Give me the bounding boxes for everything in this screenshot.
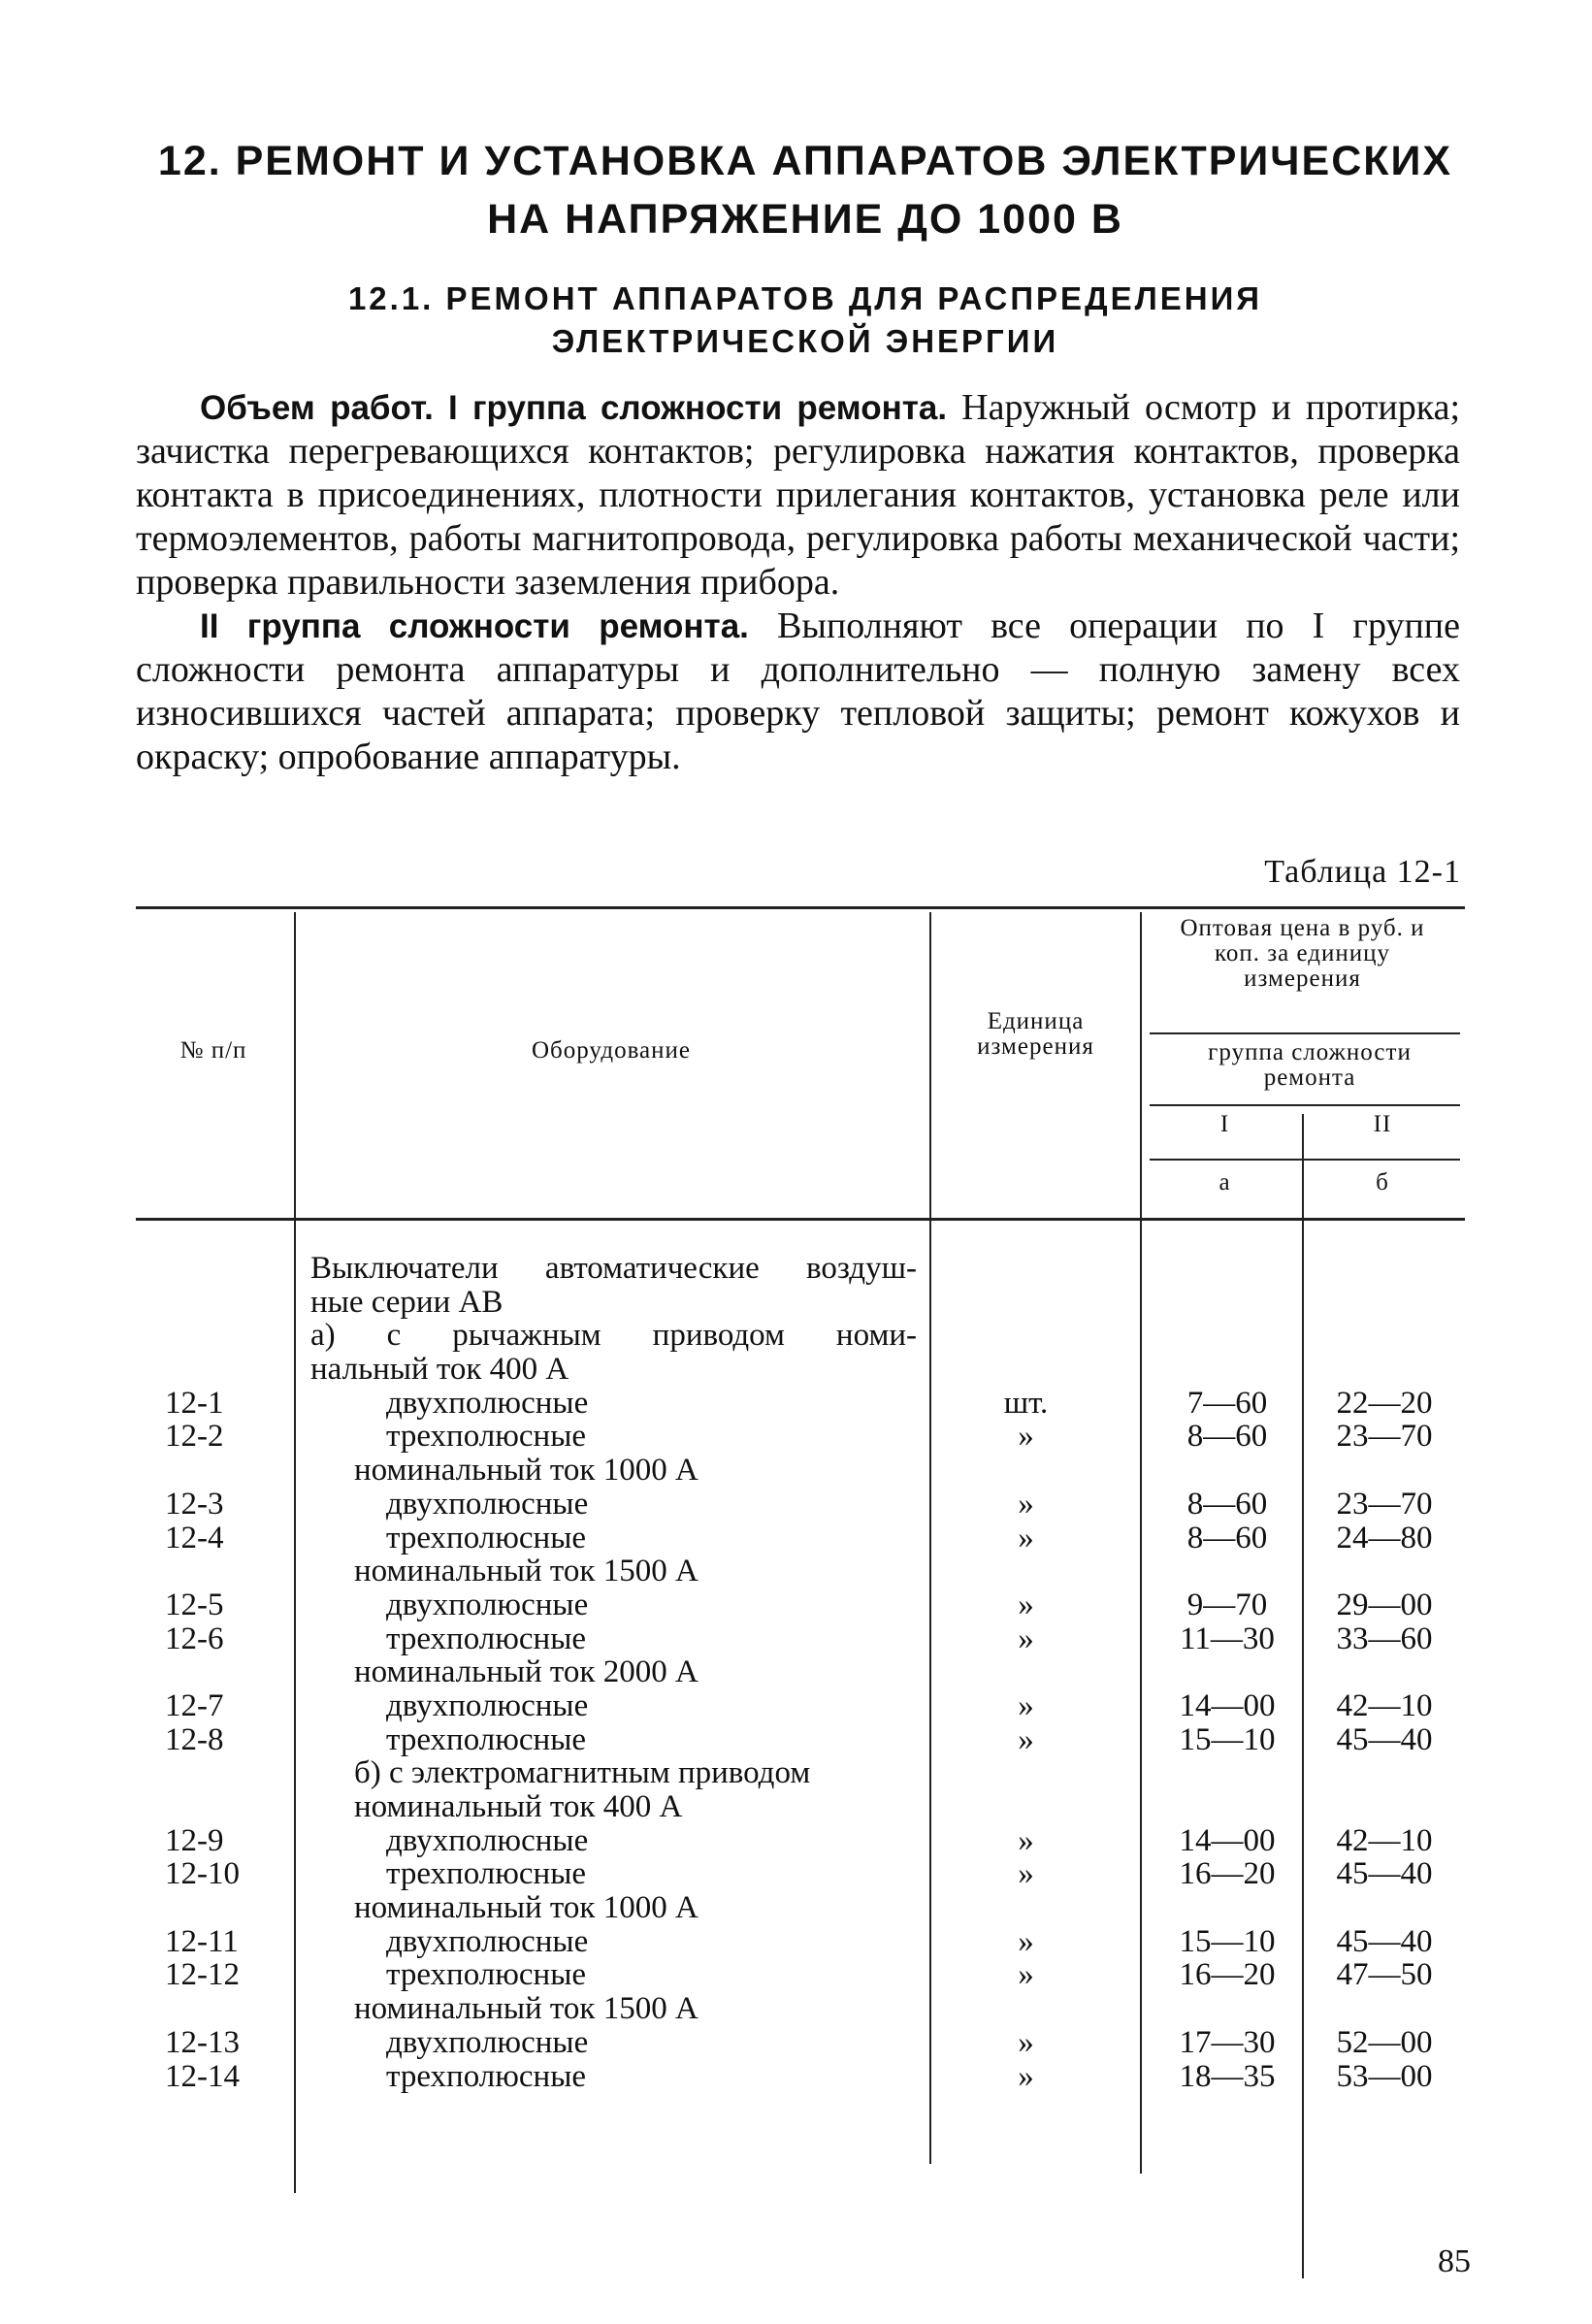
paragraph-2-text: Выполняют все операции по I группе сложности ремонта аппаратуры и дополнительно — полную замену всех износившихся частей аппарата; проверку тепловой защиты; ремонт кожухов и окраску; опробование аппаратуры. (136, 606, 1461, 777)
column-num (165, 1252, 240, 2093)
row-unit: » (1018, 1687, 1034, 1723)
row-price-group2: 45—40 (1336, 1923, 1433, 1959)
row-number (165, 1252, 240, 1286)
row-equipment: двухполюсные (386, 1822, 589, 1858)
row-price-group2: 23—70 (1336, 1419, 1433, 1455)
chapter-heading-line2: НА НАПРЯЖЕНИЕ ДО 1000 В (487, 196, 1123, 243)
row-equipment: трехполюсные (386, 1721, 587, 1757)
row-price-group1 (1154, 1286, 1300, 1320)
paragraph-2-lead: II группа сложности ремонта. (200, 607, 749, 645)
row-price-group2: 22—20 (1336, 1385, 1433, 1421)
column-unit (956, 1252, 1096, 2093)
header-group-1: I (1219, 1111, 1230, 1137)
row-number (165, 1353, 240, 1387)
section-heading-line1: 12.1. РЕМОНТ АППАРАТОВ ДЛЯ РАСПРЕДЕЛЕНИЯ (347, 280, 1263, 316)
row-equipment: номинальный ток 400 А (354, 1789, 683, 1824)
row-equipment: трехполюсные (386, 1856, 587, 1892)
row-number: 12-4 (165, 1520, 224, 1555)
table-header-bottom-rule (136, 1218, 1465, 1221)
table-sub-rule (1150, 1159, 1460, 1161)
row-price-group2: 53—00 (1336, 2058, 1433, 2094)
paragraph-1-lead-group1: I группа сложности ремонта. (447, 389, 948, 427)
header-group: группа сложности ремонта (1208, 1039, 1412, 1091)
row-number: 12-5 (165, 1587, 224, 1622)
row-equipment: двухполюсные (386, 1587, 589, 1622)
row-unit (956, 1286, 1096, 1320)
table-vline-1 (294, 912, 296, 2193)
row-price-group2 (1312, 1286, 1457, 1320)
row-price-group2: 45—40 (1336, 1721, 1433, 1757)
row-equipment: трехполюсные (386, 1957, 587, 1993)
row-number: 12-9 (165, 1822, 224, 1858)
row-number (165, 1655, 240, 1689)
row-number: 12-7 (165, 1687, 224, 1723)
row-price-group2: 42—10 (1336, 1822, 1433, 1858)
column-equipment (310, 1252, 917, 2093)
row-number: 12-11 (165, 1923, 239, 1959)
row-equipment: трехполюсные (386, 2058, 587, 2094)
row-price-group2: 45—40 (1336, 1856, 1433, 1892)
row-number (165, 1756, 240, 1790)
row-number: 12-8 (165, 1721, 224, 1757)
row-price-group2 (1312, 1555, 1457, 1588)
row-unit (956, 1252, 1096, 1286)
row-price-group1 (1154, 1655, 1300, 1689)
row-number: 12-14 (165, 2058, 240, 2094)
row-unit: » (1018, 1620, 1034, 1656)
row-equipment: двухполюсные (386, 1486, 589, 1522)
chapter-heading-line1: 12. РЕМОНТ И УСТАНОВКА АППАРАТОВ ЭЛЕКТРИЧЕСКИХ (157, 138, 1453, 184)
row-number (165, 1790, 240, 1824)
row-unit (956, 1655, 1096, 1689)
row-number (165, 1555, 240, 1588)
row-price-group2 (1312, 1891, 1457, 1925)
chapter-heading (126, 132, 1484, 248)
row-unit (956, 1353, 1096, 1387)
row-price-group1: 8—60 (1186, 1419, 1268, 1455)
row-price-group2 (1312, 1252, 1457, 1286)
row-number: 12-6 (165, 1620, 224, 1656)
row-price-group2 (1312, 1454, 1457, 1488)
row-unit (956, 1454, 1096, 1488)
table-vline-4 (1302, 1114, 1304, 2278)
row-number: 12-1 (165, 1385, 224, 1421)
row-price-group1: 11—30 (1180, 1620, 1275, 1656)
header-num: № п/п (179, 1037, 247, 1064)
row-equipment: ные серии АВ (310, 1284, 504, 1320)
row-price-group2 (1312, 1756, 1457, 1790)
paragraph-1 (136, 386, 1460, 605)
row-number (165, 1286, 240, 1320)
row-price-group1 (1154, 1319, 1300, 1353)
table-price-rule (1150, 1032, 1460, 1034)
row-equipment: двухполюсные (386, 2024, 589, 2060)
row-number: 12-10 (165, 1856, 240, 1892)
row-price-group1 (1154, 1790, 1300, 1824)
row-price-group2: 47—50 (1336, 1957, 1433, 1993)
row-price-group1: 9—70 (1186, 1587, 1268, 1622)
row-price-group1 (1154, 1756, 1300, 1790)
row-unit: » (1018, 1923, 1034, 1959)
column-price-group2 (1312, 1252, 1457, 2093)
row-equipment: номинальный ток 1500 А (354, 1554, 699, 1589)
row-unit: » (1018, 1856, 1034, 1892)
row-price-group1: 17—30 (1179, 2024, 1276, 2060)
row-number (165, 1891, 240, 1925)
row-equipment: трехполюсные (386, 1620, 587, 1656)
row-price-group1: 8—60 (1186, 1486, 1268, 1522)
header-group-2: II (1373, 1111, 1392, 1137)
row-unit (956, 1319, 1096, 1353)
row-number (165, 1992, 240, 2026)
row-price-group1: 7—60 (1186, 1385, 1268, 1421)
row-number (165, 1454, 240, 1488)
table-group-rule (1150, 1104, 1460, 1106)
row-price-group2 (1312, 1655, 1457, 1689)
row-unit: » (1018, 1486, 1034, 1522)
header-price: Оптовая цена в руб. и коп. за единицу измерения (1180, 915, 1425, 992)
row-equipment: трехполюсные (386, 1419, 587, 1455)
row-equipment: номинальный ток 1000 А (354, 1453, 699, 1489)
row-price-group2: 23—70 (1336, 1486, 1433, 1522)
row-number: 12-3 (165, 1486, 224, 1522)
row-equipment: двухполюсные (386, 1385, 589, 1421)
row-price-group2: 33—60 (1336, 1620, 1433, 1656)
row-unit: » (1018, 2058, 1034, 2094)
row-number: 12-12 (165, 1957, 240, 1993)
row-equipment: номинальный ток 1000 А (354, 1890, 699, 1926)
row-equipment: двухполюсные (386, 1923, 589, 1959)
page-number: 85 (1438, 2243, 1471, 2279)
row-price-group2 (1312, 1992, 1457, 2026)
row-price-group2 (1312, 1353, 1457, 1387)
table-vline-3 (1140, 912, 1142, 2174)
header-unit: Единица измерения (977, 1008, 1094, 1060)
row-equipment: номинальный ток 2000 А (354, 1654, 699, 1690)
row-unit: » (1018, 1721, 1034, 1757)
row-unit: » (1018, 1520, 1034, 1555)
row-number (165, 1319, 240, 1353)
row-equipment: а) с рычажным приводом номи- (310, 1318, 917, 1354)
row-price-group1 (1154, 1555, 1300, 1588)
row-unit: » (1018, 1419, 1034, 1455)
row-price-group1 (1154, 1891, 1300, 1925)
row-unit: » (1018, 2024, 1034, 2060)
row-price-group2: 24—80 (1336, 1520, 1433, 1555)
row-price-group1: 16—20 (1179, 1957, 1276, 1993)
row-price-group2: 42—10 (1336, 1687, 1433, 1723)
row-price-group1: 15—10 (1179, 1923, 1276, 1959)
row-price-group2 (1312, 1319, 1457, 1353)
row-price-group1: 16—20 (1179, 1856, 1276, 1892)
row-unit (956, 1891, 1096, 1925)
row-number: 12-2 (165, 1419, 224, 1455)
row-price-group1: 18—35 (1179, 2058, 1276, 2094)
row-equipment: номинальный ток 1500 А (354, 1991, 699, 2027)
body-text (136, 386, 1460, 779)
row-unit: » (1018, 1587, 1034, 1622)
paragraph-2 (136, 605, 1460, 779)
row-price-group1 (1154, 1454, 1300, 1488)
row-price-group1 (1154, 1252, 1300, 1286)
row-unit: шт. (1003, 1385, 1049, 1421)
paragraph-1-lead-scope: Объем работ. (200, 389, 434, 427)
row-price-group1: 14—00 (1179, 1687, 1276, 1723)
table-top-rule (136, 906, 1465, 909)
row-unit: » (1018, 1957, 1034, 1993)
row-price-group2 (1312, 1790, 1457, 1824)
row-price-group2: 29—00 (1336, 1587, 1433, 1622)
section-heading (223, 278, 1387, 363)
row-equipment: б) с электромагнитным приводом (354, 1755, 811, 1791)
table-vline-2 (929, 912, 931, 2164)
row-price-group1: 14—00 (1179, 1822, 1276, 1858)
paragraph-1-text: Наружный осмотр и протирка; зачистка перегревающихся контактов; регулировка нажатия контактов, проверка контакта в присоединениях, плотности прилегания контактов, установка реле или термоэлементов, работы магнитопровода, регулировка работы механической части; проверка правильности заземления прибора. (136, 387, 1461, 603)
row-price-group1 (1154, 1992, 1300, 2026)
row-price-group1: 8—60 (1186, 1520, 1268, 1555)
row-unit (956, 1992, 1096, 2026)
column-price-group1 (1154, 1252, 1300, 2093)
row-number: 12-13 (165, 2024, 240, 2060)
row-unit (956, 1790, 1096, 1824)
section-heading-line2: ЭЛЕКТРИЧЕСКОЙ ЭНЕРГИИ (551, 323, 1059, 359)
row-equipment: Выключатели автоматические воздуш- (310, 1251, 917, 1286)
header-equipment: Оборудование (531, 1037, 691, 1064)
row-price-group2: 52—00 (1336, 2024, 1433, 2060)
row-equipment: трехполюсные (386, 1520, 587, 1555)
row-unit (956, 1756, 1096, 1790)
row-price-group1 (1154, 1353, 1300, 1387)
header-sub-b: б (1376, 1169, 1389, 1195)
row-equipment: двухполюсные (386, 1687, 589, 1723)
row-price-group1: 15—10 (1179, 1721, 1276, 1757)
row-unit (956, 1555, 1096, 1588)
row-equipment: нальный ток 400 А (310, 1352, 569, 1388)
row-unit: » (1018, 1822, 1034, 1858)
header-sub-a: а (1218, 1169, 1231, 1195)
table-label: Таблица 12-1 (1264, 854, 1461, 890)
